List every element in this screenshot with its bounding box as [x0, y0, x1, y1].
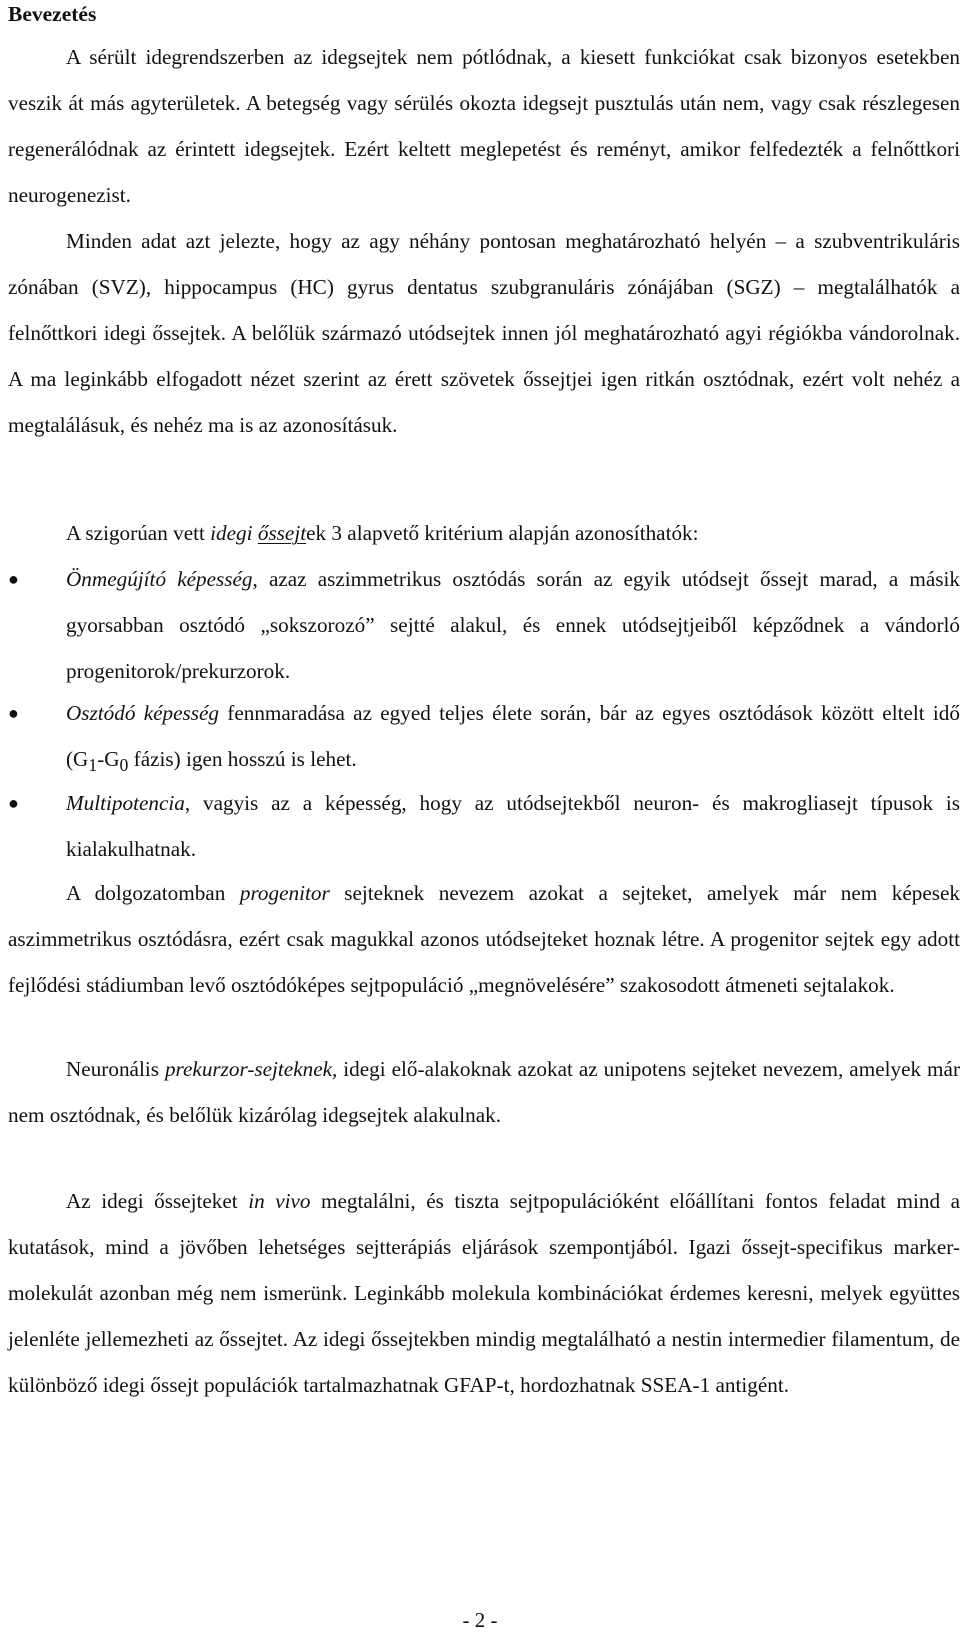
progenitor-text: A dolgozatomban [66, 881, 240, 905]
paragraph-precursor-definition [8, 1046, 960, 1138]
paragraph-criteria-intro [8, 510, 960, 556]
criteria-intro-tail: ek 3 alapvető kritérium alapján azonosíthatók: [306, 521, 699, 545]
progenitor-text-tail: sejteknek nevezem azokat a sejteket, amelyek már nem képesek aszimmetrikus osztódásra, ezért csak magukkal azonos utódsejteket hoznak létre. A progenitor sejtek egy adott fejlődési stádiumban levő osztódóképes sejtpopuláció „megnövelésére” szakosodott átmeneti sejtalakok. [8, 881, 960, 997]
paragraph-neurogenic-niches [8, 218, 960, 448]
list-item-self-renewal [8, 556, 960, 694]
paragraph-intro [8, 34, 960, 218]
criteria-term-underlined: őssejt [257, 521, 307, 545]
markers-text: Az idegi őssejteket [66, 1189, 249, 1213]
precursor-text: Neuronális [66, 1057, 165, 1081]
markers-text-tail: megtalálni, és tiszta sejtpopulációként előállítani fontos feladat mind a kutatások, mind a jövőben lehetséges sejtterápiás eljárások szempontjából. Igazi őssejt-specifikus marker-molekulát azonban még nem ismerünk. Leginkább molekula kombinációkat érdemes keresni, melyek együttes jelenléte jellemezheti az őssejtet. Az idegi őssejtekben mindig megtalálható a nestin intermedier filamentum, de különböző idegi őssejt populációk tartalmazhatnak GFAP-t, hordozhatnak SSEA-1 antigént. [8, 1189, 960, 1397]
paragraph-stem-cell-markers [8, 1178, 960, 1408]
subscript: 0 [119, 755, 129, 776]
paragraph-neurogenic-niches-text: Minden adat azt jelezte, hogy az agy néhány pontosan meghatározható helyén – a szubventrikuláris zónában (SVZ), hippocampus (HC) gyrus dentatus szubgranuláris zónájában (SGZ) – megtalálhatók a felnőttkori idegi őssejtek. A belőlük származó utódsejtek innen jól meghatározható agyi régiókba vándorolnak. A ma leginkább elfogadott nézet szerint az érett szövetek őssejtjei igen ritkán osztódnak, ezért volt nehéz a megtalálásuk, és nehéz ma is az azonosításuk. [8, 229, 960, 437]
bullet-icon: ● [8, 703, 19, 723]
bullet-icon: ● [8, 569, 19, 589]
paragraph-progenitor-definition [8, 870, 960, 1008]
precursor-text-tail: idegi elő-alakoknak azokat az unipotens sejteket nevezem, amelyek már nem osztódnak, és belőlük kizárólag idegsejtek alakulnak. [8, 1057, 960, 1127]
list-item-multipotency [8, 780, 960, 872]
progenitor-term: progenitor [239, 881, 330, 905]
in-vivo-term: in vivo [248, 1189, 311, 1213]
section-heading: Bevezetés [8, 2, 97, 26]
bullet-icon: ● [8, 793, 19, 813]
list-item-term: Multipotencia [66, 791, 185, 815]
precursor-term: prekurzor-sejteknek, [164, 1057, 338, 1081]
list-item-text: , vagyis az a képesség, hogy az utódsejtekből neuron- és makrogliasejt típusok is kialakulhatnak. [66, 791, 960, 861]
list-item-text: fázis) igen hosszú is lehet. [128, 747, 357, 771]
list-item-text: -G [97, 747, 120, 771]
list-item-term: Osztódó képesség [66, 701, 220, 725]
criteria-term: idegi [210, 521, 258, 545]
page-number: - 2 - [462, 1608, 498, 1632]
subscript: 1 [88, 755, 98, 776]
list-item-term: Önmegújító képesség [66, 567, 253, 591]
list-item-text: fennmaradása az egyed teljes élete során, bár az egyes osztódások között eltelt idő (G [66, 701, 960, 771]
list-item-division-capacity [8, 690, 960, 788]
list-item-text: , azaz aszimmetrikus osztódás során az egyik utódsejt őssejt marad, a másik gyorsabban osztódó „sokszorozó” sejtté alakul, és ennek utódsejtjeiből képződnek a vándorló progenitorok/prekurzorok. [66, 567, 960, 683]
criteria-intro-text: A szigorúan vett [66, 521, 211, 545]
paragraph-intro-text: A sérült idegrendszerben az idegsejtek nem pótlódnak, a kiesett funkciókat csak bizonyos esetekben veszik át más agyterületek. A betegség vagy sérülés okozta idegsejt pusztulás után nem, vagy csak részlegesen regenerálódnak az érintett idegsejtek. Ezért keltett meglepetést és reményt, amikor felfedezték a felnőttkori neurogenezist. [8, 45, 960, 207]
